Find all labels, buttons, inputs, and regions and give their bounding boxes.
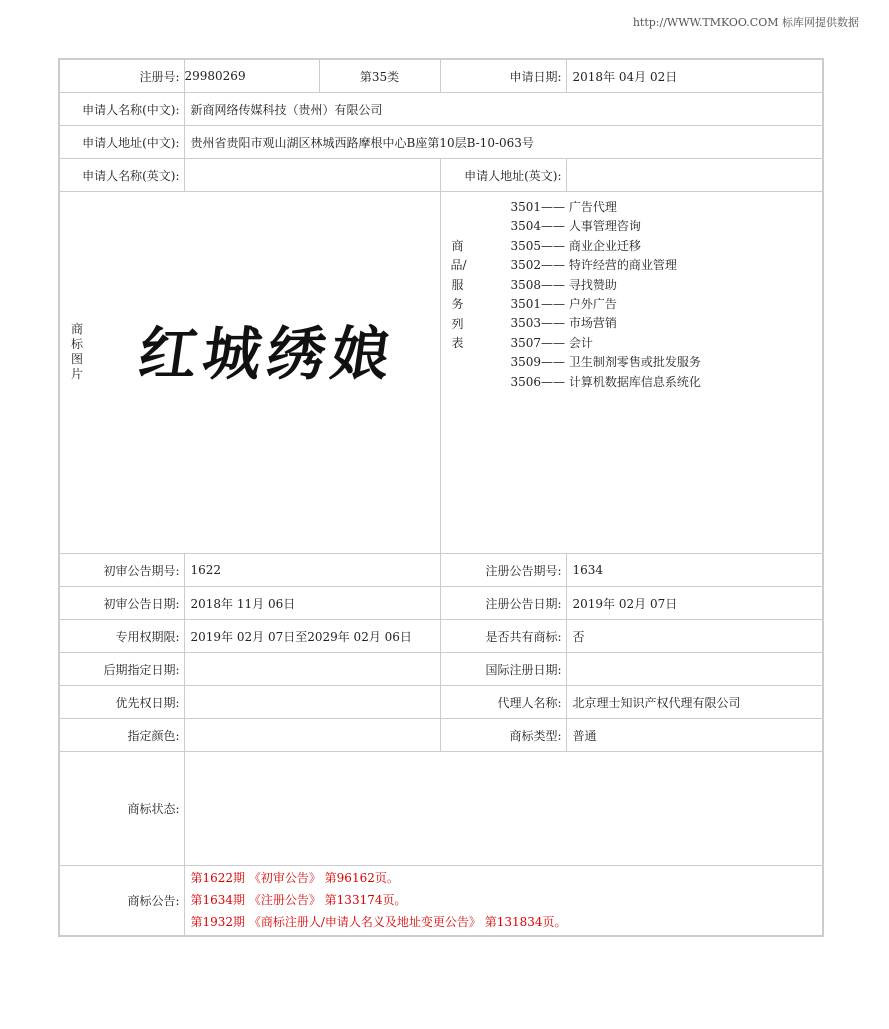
value [184,653,440,686]
table-row [59,159,823,192]
pic-label: 商标图片 [70,322,83,381]
table-row [59,126,823,159]
label: 注册公告期号: [440,554,566,587]
table-row [59,587,823,620]
label: 商标公告: [59,866,184,936]
label: 申请人地址(英文): [440,159,566,192]
value: 2019年 02月 07日至2029年 02月 06日 [184,620,440,653]
value: 否 [566,620,823,653]
class: 第35类 [319,59,440,93]
value [566,653,823,686]
table-row [59,192,823,554]
label: 专用权期限: [59,620,184,653]
table-row [59,93,823,126]
label: 申请人名称(中文): [59,93,184,126]
table-row [59,752,823,866]
goods-item: 3503—— 市场营销 [510,316,617,331]
goods-item: 3506—— 计算机数据库信息系统化 [510,374,701,389]
label: 初审公告日期: [59,587,184,620]
value: 2018年 11月 06日 [184,587,440,620]
label: 优先权日期: [59,686,184,719]
label: 申请人地址(中文): [59,126,184,159]
trademark-logo: 红城绣娘 [134,320,401,388]
name-cn: 新商网络传媒科技（贵州）有限公司 [184,93,823,126]
value: 北京理士知识产权代理有限公司 [566,686,823,719]
value: 1634 [566,554,823,587]
value [184,719,440,752]
trademark-table [58,58,824,937]
value: 1622 [184,554,440,587]
trademark-image-cell [59,192,440,554]
table-row [59,719,823,752]
goods-item: 3507—— 会计 [510,335,593,350]
addr-cn: 贵州省贵阳市观山湖区林城西路摩根中心B座第10层B-10-063号 [184,126,823,159]
addr-en [566,159,823,192]
label: 指定颜色: [59,719,184,752]
value: 2019年 02月 07日 [566,587,823,620]
apply-date: 2018年 04月 02日 [566,59,823,93]
label: 商标类型: [440,719,566,752]
table-row [59,620,823,653]
table-row [59,866,823,936]
value: 普通 [566,719,823,752]
label: 代理人名称: [440,686,566,719]
name-en [184,159,440,192]
table-row [59,554,823,587]
value [184,686,440,719]
table-row [59,686,823,719]
goods-label: 商品/服务列表 [450,239,467,351]
goods-item: 3504—— 人事管理咨询 [510,219,641,234]
goods-item: 3509—— 卫生制剂零售或批发服务 [510,355,701,370]
notice-item: 第1932期 《商标注册人/申请人名义及地址变更公告》 第131834页。 [190,915,567,930]
label: 初审公告期号: [59,554,184,587]
label: 申请人名称(英文): [59,159,184,192]
reg-no: 29980269 [184,59,319,93]
goods-item: 3502—— 特许经营的商业管理 [510,258,677,273]
label: 商标状态: [59,752,184,866]
goods-item: 3508—— 寻找赞助 [510,277,617,292]
table-row [59,59,823,93]
notice-item: 第1634期 《注册公告》 第133174页。 [190,893,407,908]
notices [184,866,823,936]
label: 是否共有商标: [440,620,566,653]
notice-item: 第1622期 《初审公告》 第96162页。 [190,871,399,886]
label: 后期指定日期: [59,653,184,686]
source-link[interactable]: http://WWW.TMKOO.COM 标库网提供数据 [632,16,859,29]
goods-item: 3501—— 户外广告 [510,297,617,312]
label: 国际注册日期: [440,653,566,686]
table-row [59,653,823,686]
goods-item: 3505—— 商业企业迁移 [510,238,641,253]
label: 注册号: [59,59,184,93]
label: 申请日期: [440,59,566,93]
goods-item: 3501—— 广告代理 [510,200,617,214]
status-value [184,752,823,866]
goods-list [440,192,823,554]
label: 注册公告日期: [440,587,566,620]
